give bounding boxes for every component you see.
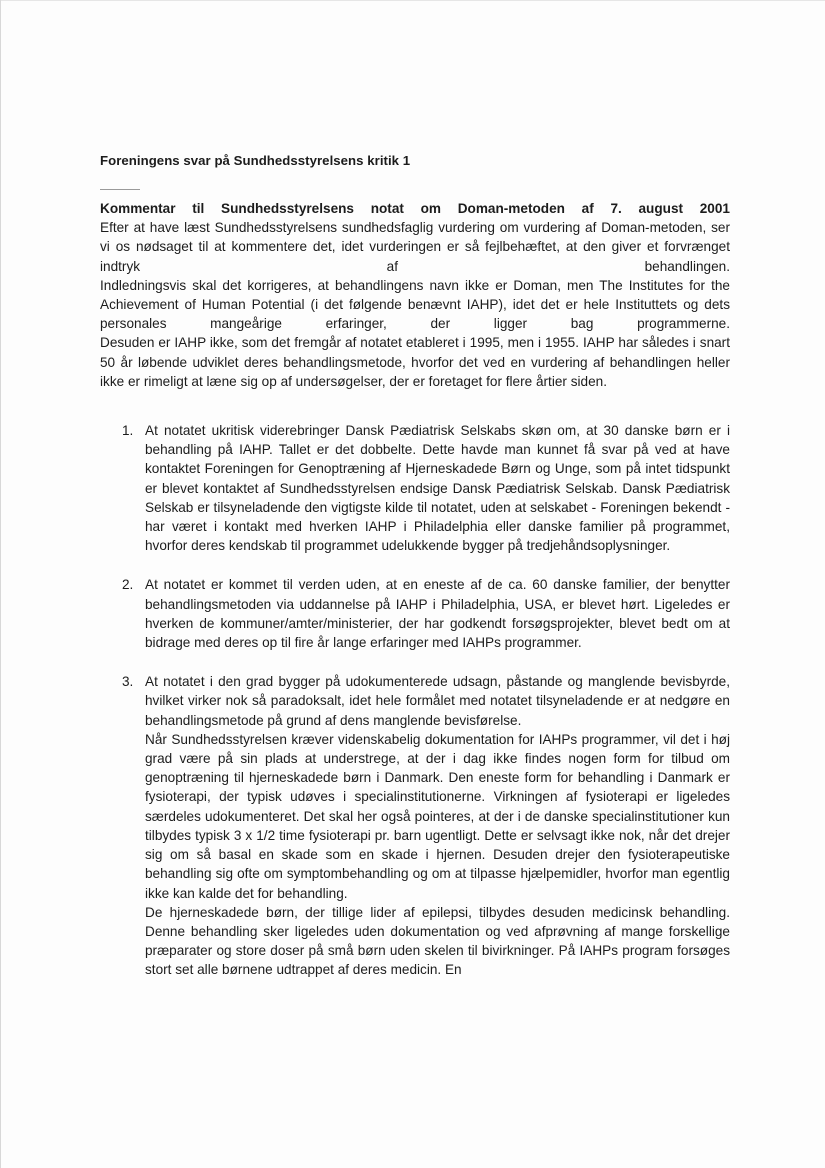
list-item-text: At notatet i den grad bygger på udokumenterede udsagn, påstande og manglende bevisbyrde, hvilket virker nok så paradoksalt, idet hele formålet med notatet tilsyneladende er at nedgøre en behandlingsmetode på grund af dens manglende bevisførelse. <box>145 674 730 728</box>
list-item <box>100 672 730 979</box>
list-item-number: 3. <box>122 674 134 690</box>
intro-paragraph: Efter at have læst Sundhedsstyrelsens sundhedsfaglig vurdering om vurdering af Doman-metoden, ser vi os nødsaget til at kommentere det, idet vurderingen er så fejlbehæftet, at den giver et forvrænget indtryk af behandlingen. <box>100 220 730 274</box>
list-item-text: Når Sundhedsstyrelsen kræver videnskabelig dokumentation for IAHPs programmer, vil det i høj grad være på sin plads at understrege, at der i dag ikke findes nogen form for tilbud om genoptræning til hjerneskadede børn i Danmark. Den eneste form for behandling i Danmark er fysioterapi, der typisk udøves i specialinstitutionerne. Virkningen af fysioterapi er ligeledes særdeles udokumenteret. Det skal her også pointeres, at der i de danske specialinstitutioner kun tilbydes typisk 3 x 1/2 time fysioterapi pr. barn ugentligt. Dette er selvsagt ikke nok, når det drejer sig om så basal en skade som en skade i hjernen. Desuden drejer den fysioterapeutiske behandling sig ofte om symptombehandling og om at tilpasse hjælpemidler, hvorfor man egentlig ikke kan kalde det for behandling. <box>145 731 730 901</box>
list-item-text: At notatet er kommet til verden uden, at en eneste af de ca. 60 danske familier, der benytter behandlingsmetoden via uddannelse på IAHP i Philadelphia, USA, er blevet hørt. Ligeledes er hverken de kommuner/amter/ministerier, der har godkendt forsøgsprojekter, blevet bedt om at bidrage med deres op til fire år lange erfaringer med IAHPs programmer. <box>145 577 730 651</box>
list-item-number: 2. <box>122 577 134 593</box>
heading-rule <box>100 189 140 190</box>
intro-paragraph: Indledningsvis skal det korrigeres, at behandlingens navn ikke er Doman, men The Institutes for the Achievement of Human Potential (i det følgende benævnt IAHP), idet det er hele Instituttets og dets personales mangeårige erfaringer, der ligger bag programmerne. <box>100 277 730 332</box>
document-subheading: Kommentar til Sundhedsstyrelsens notat om Doman-metoden af 7. august 2001 <box>100 201 730 216</box>
points-list <box>100 421 730 979</box>
list-item-text: At notatet ukritisk viderebringer Dansk Pædiatrisk Selskabs skøn om, at 30 danske børn er i behandling på IAHP. Tallet er det dobbelte. Dette havde man kunnet få svar på ved at have kontaktet Foreningen for Genoptræning af Hjerneskadede Børn og Unge, som på intet tidspunkt er blevet kontaktet af Sundhedsstyrelsen endsige Dansk Pædiatrisk Selskab. Dansk Pædiatrisk Selskab er tilsyneladende den vigtigste kilde til notatet, uden at selskabet - Foreningen bekendt - har været i kontakt med hverken IAHP i Philadelphia eller danske familier på programmet, hvorfor deres kendskab til programmet udelukkende bygger på tredjehåndsoplysninger. <box>145 423 730 554</box>
document-body <box>100 199 730 1000</box>
intro-paragraph: Desuden er IAHP ikke, som det fremgår af notatet etableret i 1995, men i 1955. IAHP har således i snart 50 år løbende udviklet deres behandlingsmetode, hvorfor det ved en vurdering af behandlingen heller ikke er rimeligt at læne sig op af undersøgelser, der er foretaget for flere årtier siden. <box>100 335 730 389</box>
list-item-number: 1. <box>122 423 134 439</box>
intro-section <box>100 218 730 391</box>
list-item <box>100 421 730 555</box>
list-item-text: De hjerneskadede børn, der tillige lider af epilepsi, tilbydes desuden medicinsk behandling. Denne behandling sker ligeledes uden dokumentation og ved afprøvning af mange forskellige præparater og store doser på små børn uden skelen til bivirkninger. På IAHPs program forsøges stort set alle børnene udtrappet af deres medicin. En <box>145 904 730 978</box>
document-heading: Foreningens svar på Sundhedsstyrelsens kritik 1 <box>100 153 411 168</box>
list-item <box>100 575 730 652</box>
